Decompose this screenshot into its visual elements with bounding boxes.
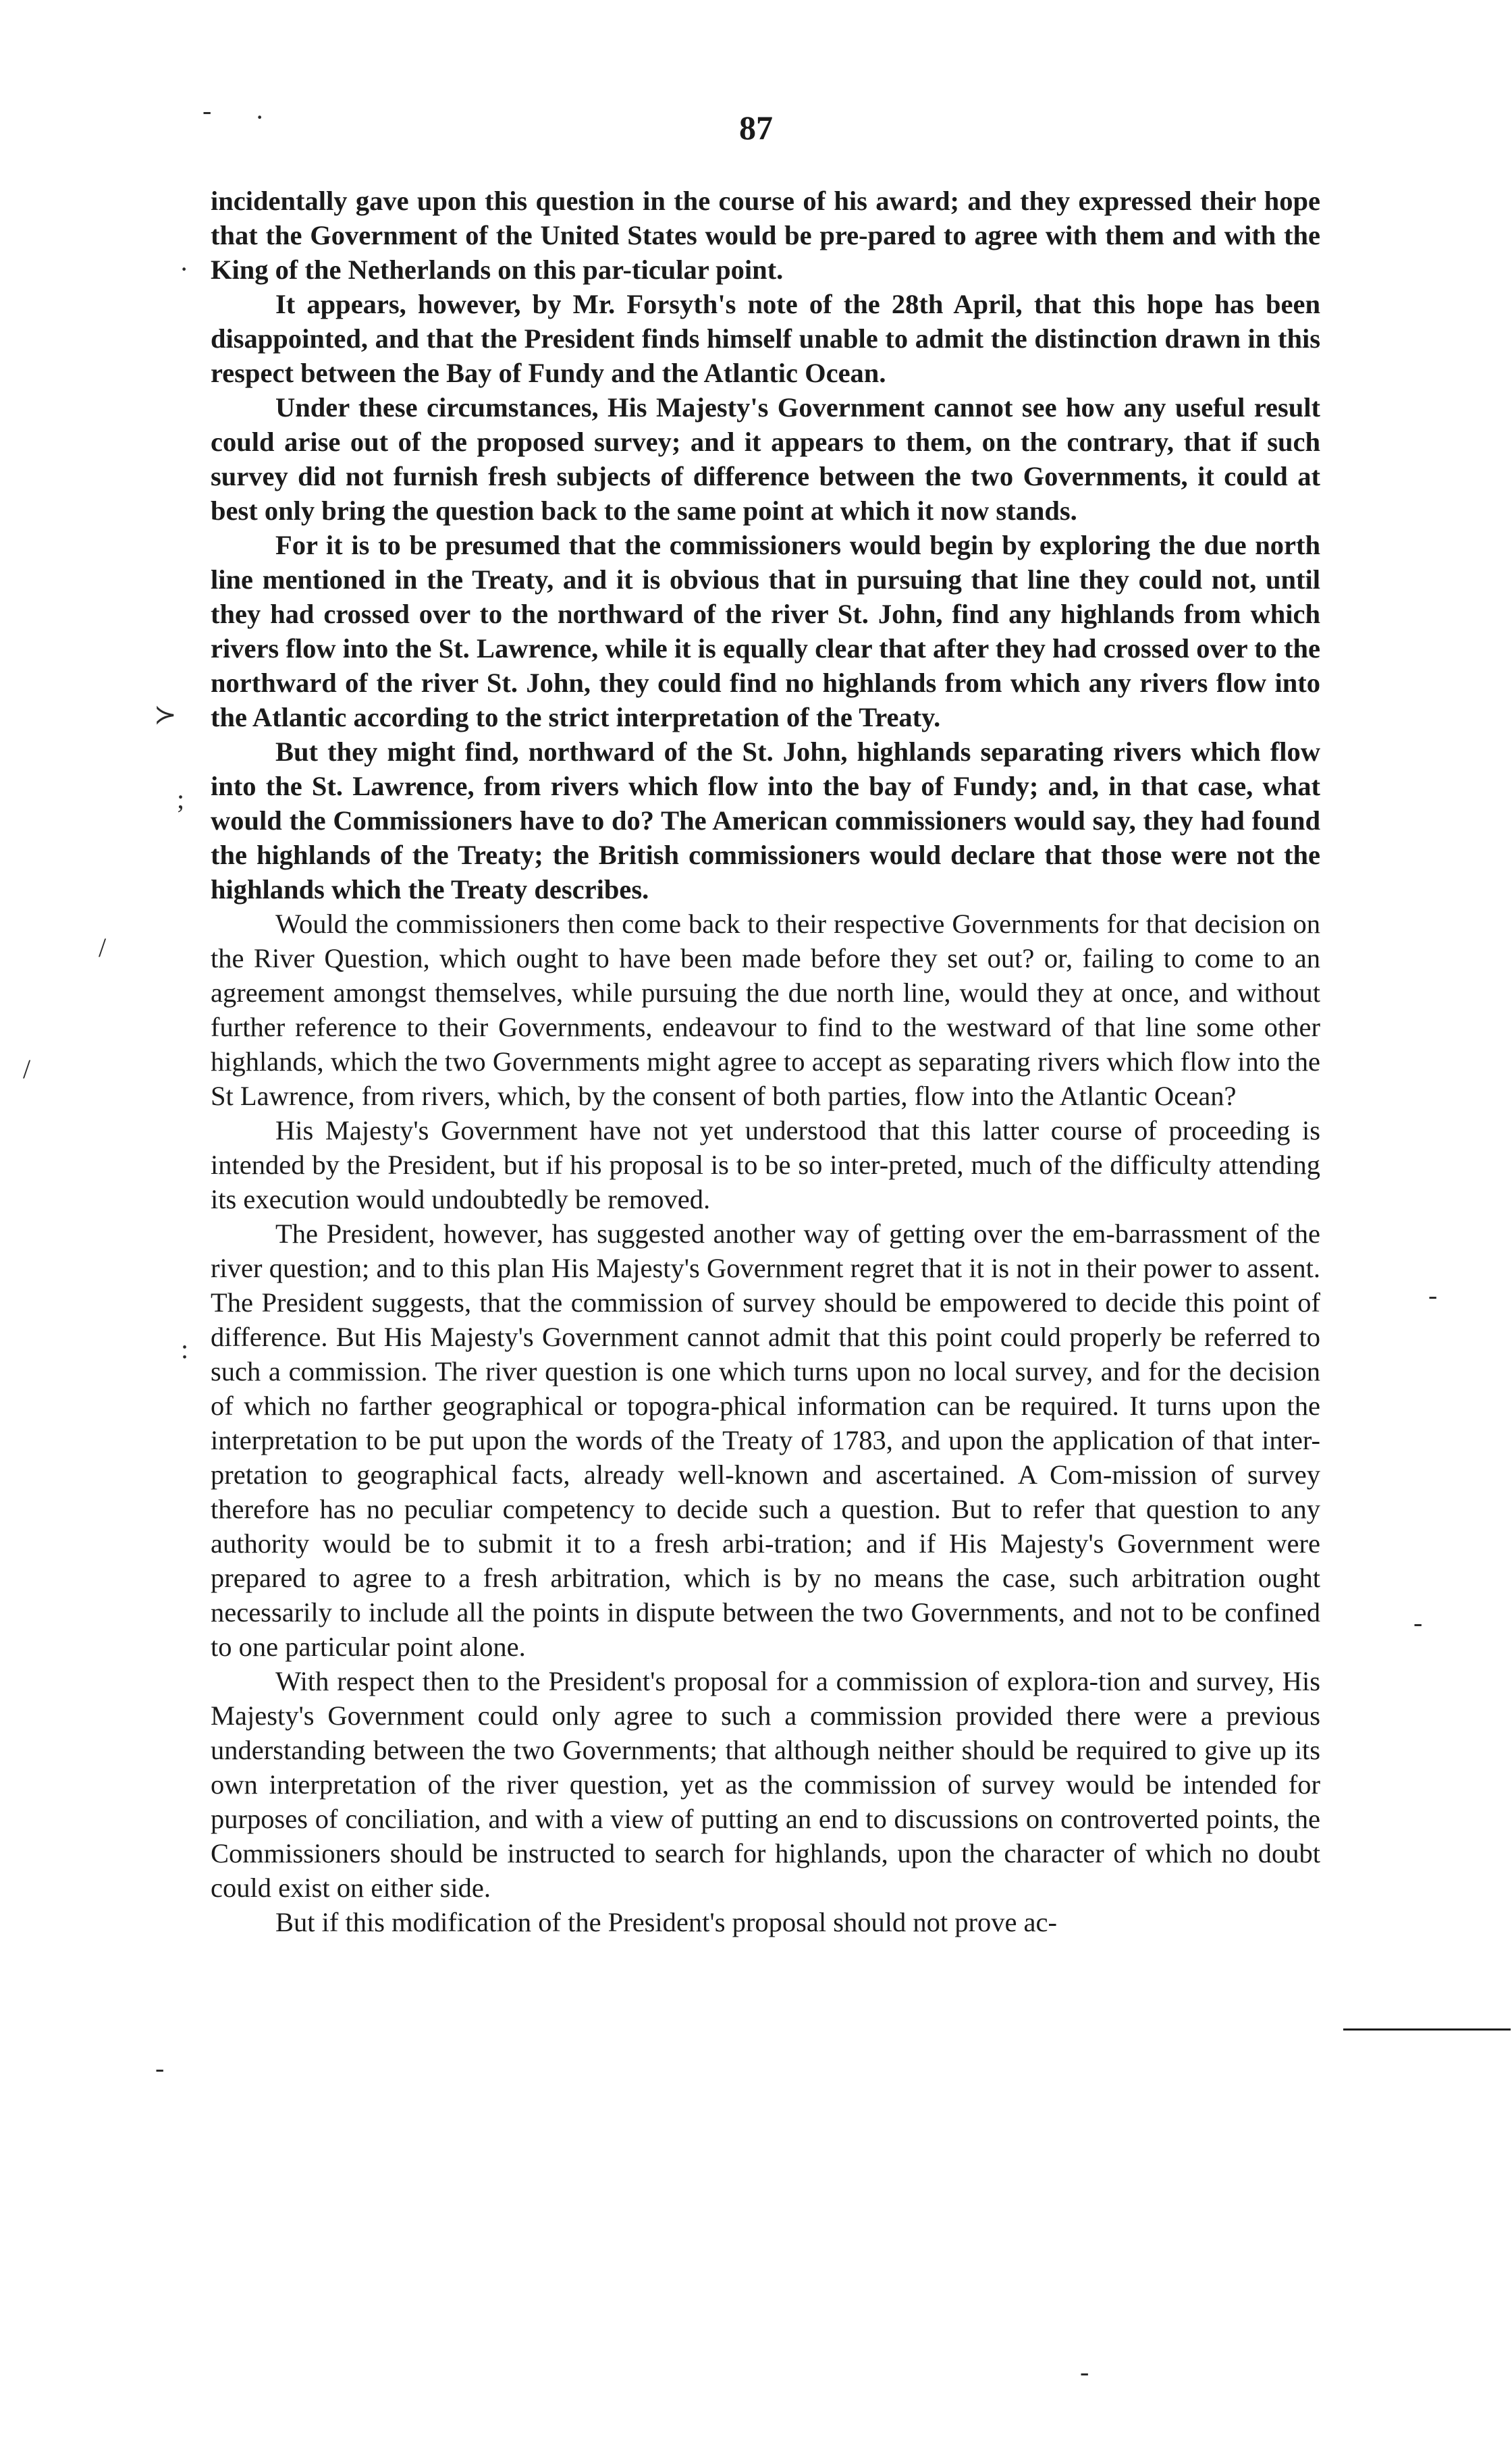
page-number: 87: [739, 109, 773, 146]
paragraph-10: But if this modification of the President's proposal should not prove ac-: [275, 1907, 1057, 1937]
paragraph-5: But they might find, northward of the St. John, highlands separating rivers which flow into the St. Lawrence, from rivers which flow into the bay of Fundy; and, in that case, what would the Commissioners have to do? The American commissioners would say, they had found the highlands of the Treaty; the British commissioners would declare that those were not the highlands which the Treaty describes.: [211, 736, 1320, 905]
scan-speck: -: [1413, 1607, 1423, 1638]
scan-speck: ·: [180, 254, 189, 284]
scan-speck: -: [1080, 2357, 1089, 2387]
scan-speck: /: [99, 932, 107, 963]
paragraph-2: It appears, however, by Mr. Forsyth's note of the 28th April, that this hope has been disappointed, and that the President finds himself unable to admit the distinction drawn in this respect between the Bay of Fundy and the Atlantic Ocean.: [211, 289, 1320, 388]
paragraph-6: Would the commissioners then come back to their respective Governments for that decision on the River Question, which ought to have been made before they set out? or, failing to come to an agreement amongst themselves, while pursuing the due north line, would they at once, and without further reference to their Governments, endeavour to find to the westward of that line some other highlands, which the two Governments might agree to accept as separating rivers which flow into the St Lawrence, from rivers, which, by the consent of both parties, flow into the Atlantic Ocean?: [211, 909, 1320, 1111]
paragraph-9: With respect then to the President's proposal for a commission of explora-tion and survey, His Majesty's Government could only agree to such a commission provided there were a previous understanding between the two Governments; that although neither should be required to give up its own interpretation of the river question, yet as the commission of survey would be intended for purposes of conciliation, and with a view of putting an end to discussions on controverted points, the Commissioners should be instructed to search for highlands, upon the character of which no doubt could exist on either side.: [211, 1666, 1320, 1903]
margin-rule: [1343, 2028, 1511, 2031]
scan-speck: -: [202, 95, 212, 126]
margin-mark: ≻: [154, 699, 177, 730]
paragraph-4: For it is to be presumed that the commissioners would begin by exploring the due north line mentioned in the Treaty, and it is obvious that in pursuing that line they could not, until they had crossed over to the northward of the river St. John, find any highlands from which rivers flow into the St. Lawrence, while it is equally clear that after they had crossed over to the northward of the river St. John, they could find no highlands from which any rivers flow into the Atlantic according to the strict interpretation of the Treaty.: [211, 530, 1320, 732]
paragraph-3: Under these circumstances, His Majesty's Government cannot see how any useful result could arise out of the proposed survey; and it appears to them, on the contrary, that if such survey did not furnish fresh subjects of difference between the two Governments, it could at best only bring the question back to the same point at which it now stands.: [211, 392, 1320, 526]
scan-speck: ;: [177, 784, 185, 814]
scan-speck: -: [155, 2053, 165, 2083]
paragraph-1: incidentally gave upon this question in the course of his award; and they expressed their hope that the Government of the United States would be pre-pared to agree with them and with the King of the Netherlands on this par-ticular point.: [211, 186, 1320, 285]
scan-speck: :: [181, 1334, 189, 1364]
scan-speck: /: [23, 1054, 31, 1084]
body-text: [211, 184, 1320, 1939]
paragraph-7: His Majesty's Government have not yet understood that this latter course of proceeding is intended by the President, but if his proposal is to be so inter-preted, much of the difficulty attending its execution would undoubtedly be removed.: [211, 1115, 1320, 1214]
scan-speck: ·: [255, 102, 265, 132]
scan-speck: -: [1428, 1280, 1438, 1310]
paragraph-8: The President, however, has suggested another way of getting over the em-barrassment of the river question; and to this plan His Majesty's Government regret that it is not in their power to assent. The President suggests, that the commission of survey should be empowered to decide this point of difference. But His Majesty's Government cannot admit that this point could properly be referred to such a commission. The river question is one which turns upon no local survey, and for the decision of which no farther geographical or topogra-phical information can be required. It turns upon the interpretation to be put upon the words of the Treaty of 1783, and upon the application of that inter-pretation to geographical facts, already well-known and ascertained. A Com-mission of survey therefore has no peculiar competency to decide such a question. But to refer that question to any authority would be to submit it to a fresh arbi-tration; and if His Majesty's Government were prepared to agree to a fresh arbitration, which is by no means the case, such arbitration ought necessarily to include all the points in dispute between the two Governments, and not to be confined to one particular point alone.: [211, 1218, 1320, 1662]
